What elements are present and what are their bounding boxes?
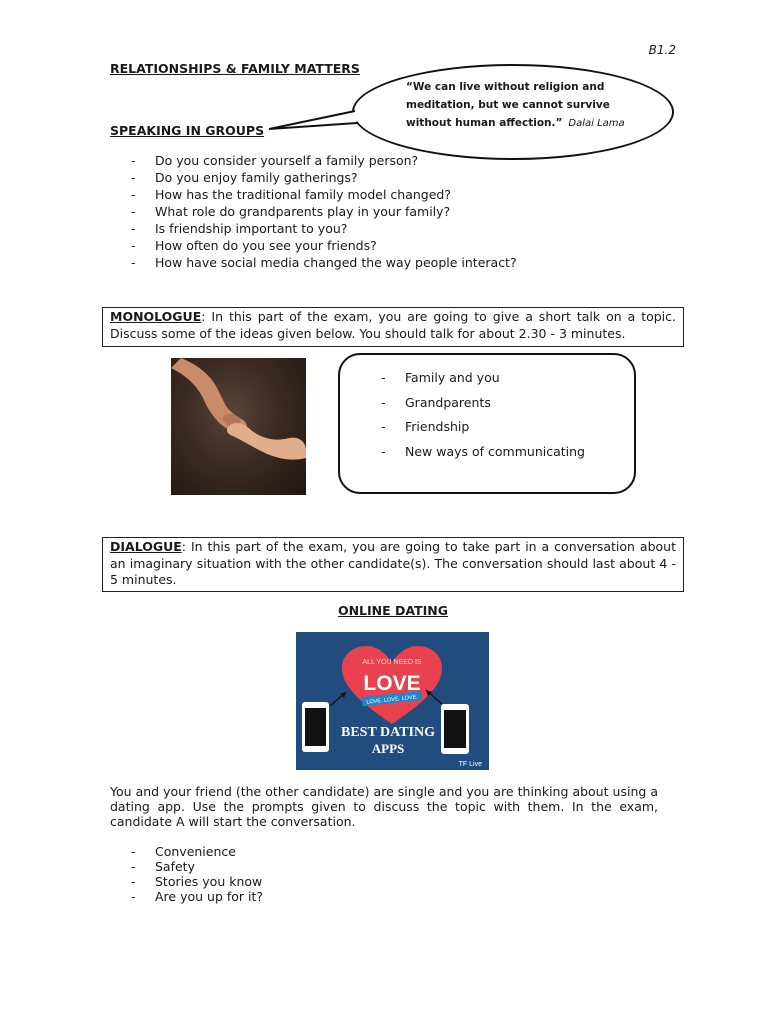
list-item: - How often do you see your friends?: [110, 237, 670, 254]
monologue-instructions: [102, 307, 684, 347]
level-code: B1.2: [648, 43, 676, 57]
quote-text-container: [406, 78, 656, 133]
dating-prompts-list: [110, 844, 263, 904]
list-item: - What role do grandparents play in your family?: [110, 203, 670, 220]
dating-apps-image: [296, 632, 489, 770]
dating-apps-graphic: [296, 632, 489, 770]
monologue-topics-box: [338, 353, 636, 494]
list-item: - Family and you: [360, 366, 585, 391]
list-item: - Stories you know: [110, 874, 263, 889]
list-item: - Do you enjoy family gatherings?: [110, 169, 670, 186]
list-item: - How has the traditional family model changed?: [110, 186, 670, 203]
list-item: - Convenience: [110, 844, 263, 859]
list-item: - Are you up for it?: [110, 889, 263, 904]
hands-illustration: [171, 358, 306, 495]
list-item: - Is friendship important to you?: [110, 220, 670, 237]
big-love-text: LOVE: [363, 672, 421, 695]
monologue-label: MONOLOGUE: [110, 309, 202, 324]
best-dating-title: BEST DATING: [340, 725, 436, 740]
monologue-text: : In this part of the exam, you are going to give a short talk on a topic. Discuss some of the ideas given below. You should talk for about 2.30 - 3 minutes.: [110, 309, 676, 341]
dialogue-instructions: [102, 537, 684, 592]
list-item: - Safety: [110, 859, 263, 874]
list-item: - Do you consider yourself a family person?: [110, 152, 670, 169]
speaking-questions-list: [110, 152, 670, 271]
list-item: - Grandparents: [360, 391, 585, 416]
dialogue-text: : In this part of the exam, you are going to take part in a conversation about an imaginary situation with the other candidate(s). The conversation should last about 4 - 5 minutes.: [110, 539, 676, 587]
list-item: - How have social media changed the way people interact?: [110, 254, 670, 271]
monologue-topics-list: [360, 366, 585, 464]
speaking-heading: SPEAKING IN GROUPS: [110, 123, 265, 138]
list-item: - Friendship: [360, 415, 585, 440]
quote-author: Dalai Lama: [568, 118, 625, 129]
page-title: RELATIONSHIPS & FAMILY MATTERS: [110, 61, 360, 76]
dialogue-label: DIALOGUE: [110, 539, 182, 554]
apps-title: APPS: [371, 741, 405, 756]
online-dating-heading: ONLINE DATING: [337, 603, 449, 618]
speech-bubble-tail: [265, 105, 365, 135]
small-love-text: ALL YOU NEED IS: [362, 659, 422, 666]
quote-bubble: [352, 64, 674, 160]
dating-paragraph: You and your friend (the other candidate) are single and you are thinking about using a dating app. Use the prompts given to discuss the topic with them. In the exam, candidate A will start the conversation.: [110, 784, 658, 829]
hands-photo: [171, 358, 306, 495]
list-item: - New ways of communicating: [360, 440, 585, 465]
watermark: TF Live: [458, 761, 482, 768]
ribbon-text: LOVE. LOVE. LOVE.: [366, 694, 419, 706]
quote-text: “We can live without religion and meditation, but we cannot survive without human affection.”: [406, 81, 610, 129]
